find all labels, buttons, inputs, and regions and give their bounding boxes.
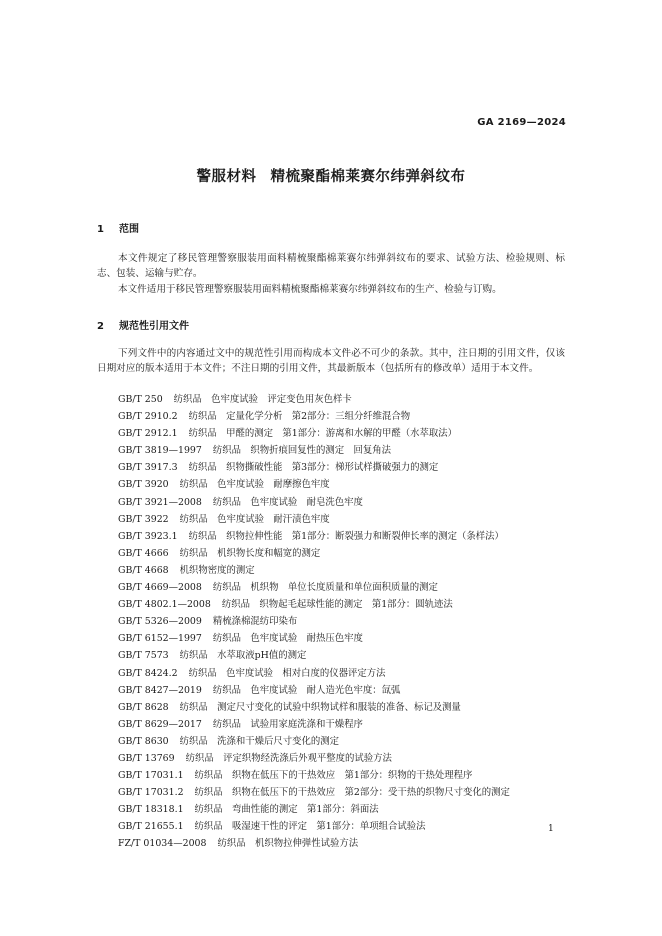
section-2-intro: 下列文件中的内容通过文中的规范性引用而构成本文件必不可少的条款。其中，注日期的引用文件，仅该日期对应的版本适用于本文件；不注日期的引用文件，其最新版本（包括所有的修改单）适用于本文件。 [97,348,565,374]
reference-item [118,613,578,630]
reference-title: 纺织品 吸湿速干性的评定 第1部分：单项组合试验法 [194,821,426,833]
reference-title: 纺织品 机织物长度和幅宽的测定 [179,547,321,559]
section-2-heading [97,317,189,332]
reference-item [118,442,578,459]
reference-title: 纺织品 洗涤和干燥后尺寸变化的测定 [179,735,340,747]
reference-item [118,494,578,511]
title-part-2: 精梳聚酯棉莱赛尔纬弹斜纹布 [270,169,466,185]
section-1-paragraph-1: 本文件规定了移民管理警察服装用面料精梳聚酯棉莱赛尔纬弹斜纹布的要求、试验方法、检验规则、标志、包装、运输与贮存。 [97,253,565,279]
reference-title: 纺织品 织物撕破性能 第3部分：梯形试样撕破强力的测定 [188,462,439,474]
reference-code: GB/T 3921—2008 [118,496,202,508]
reference-code: GB/T 250 [118,394,163,405]
reference-title: 纺织品 水萃取液pH值的测定 [179,650,307,662]
reference-code: FZ/T 01034—2008 [118,838,207,850]
reference-title: 纺织品 色牢度试验 评定变色用灰色样卡 [173,394,352,405]
reference-code: GB/T 17031.2 [118,787,184,799]
reference-title: 精梳涤棉混纺印染布 [212,616,298,628]
reference-item [118,562,578,579]
reference-list [118,391,578,853]
reference-code: GB/T 3922 [118,513,169,525]
reference-title: 纺织品 色牢度试验 耐汗渍色牢度 [179,513,330,525]
reference-item [118,630,578,647]
reference-code: GB/T 6152—1997 [118,633,202,645]
reference-code: GB/T 3920 [118,479,169,491]
reference-item [118,476,578,493]
reference-code: GB/T 7573 [118,650,169,662]
reference-code: GB/T 4666 [118,547,169,559]
reference-code: GB/T 2910.2 [118,411,178,423]
reference-title: 纺织品 色牢度试验 耐热压色牢度 [212,633,363,645]
standard-number: GA 2169—2024 [477,117,566,128]
section-1-title: 范围 [119,224,139,235]
reference-title: 纺织品 机织物拉伸弹性试验方法 [217,838,359,850]
reference-item [118,784,578,801]
reference-title: 纺织品 织物折痕回复性的测定 回复角法 [212,445,392,457]
reference-item [118,716,578,733]
reference-title: 纺织品 定量化学分析 第2部分：三组分纤维混合物 [188,411,411,423]
reference-item [118,596,578,613]
reference-title: 纺织品 色牢度试验 耐皂洗色牢度 [212,496,363,508]
section-1-heading [97,220,139,235]
reference-item [118,511,578,528]
reference-title: 纺织品 机织物 单位长度质量和单位面积质量的测定 [212,582,438,594]
reference-title: 纺织品 织物拉伸性能 第1部分：断裂强力和断裂伸长率的测定（条样法） [188,530,504,542]
reference-title: 机织物密度的测定 [179,564,255,576]
reference-code: GB/T 8630 [118,735,169,747]
reference-item [118,528,578,545]
reference-title: 纺织品 甲醛的测定 第1部分：游离和水解的甲醛（水萃取法） [188,428,458,440]
reference-title: 纺织品 色牢度试验 耐人造光色牢度：氙弧 [212,684,401,696]
reference-title: 纺织品 织物在低压下的干热效应 第1部分：织物的干热处理程序 [194,770,473,782]
reference-code: GB/T 3819—1997 [118,445,202,457]
reference-code: GB/T 4802.1—2008 [118,599,211,611]
reference-code: GB/T 5326—2009 [118,616,202,628]
reference-item [118,835,578,852]
section-1-number: 1 [97,224,104,235]
reference-item [118,699,578,716]
reference-title: 纺织品 弯曲性能的测定 第1部分：斜面法 [194,804,379,816]
reference-code: GB/T 18318.1 [118,804,184,816]
document-title [0,165,662,186]
reference-code: GB/T 4669—2008 [118,582,202,594]
reference-code: GB/T 4668 [118,564,169,576]
reference-title: 纺织品 织物在低压下的干热效应 第2部分：受干热的织物尺寸变化的测定 [194,787,510,799]
reference-code: GB/T 8427—2019 [118,684,202,696]
reference-item [118,408,578,425]
reference-item [118,665,578,682]
page-number: 1 [548,824,554,834]
title-part-1: 警服材料 [196,169,257,185]
reference-title: 纺织品 测定尺寸变化的试验中织物试样和服装的准备、标记及测量 [179,701,461,713]
reference-code: GB/T 13769 [118,752,175,764]
reference-item [118,818,578,835]
reference-code: GB/T 2912.1 [118,428,178,440]
reference-item [118,459,578,476]
section-1-paragraph-2: 本文件适用于移民管理警察服装用面料精梳聚酯棉莱赛尔纬弹斜纹布的生产、检验与订购。 [118,284,502,295]
reference-item [118,750,578,767]
reference-item [118,425,578,442]
reference-item [118,391,578,408]
section-2-number: 2 [97,321,104,332]
reference-code: GB/T 17031.1 [118,770,184,782]
reference-code: GB/T 8628 [118,701,169,713]
reference-code: GB/T 8424.2 [118,667,178,679]
reference-item [118,733,578,750]
reference-item [118,545,578,562]
reference-item [118,579,578,596]
reference-item [118,647,578,664]
reference-code: GB/T 3917.3 [118,462,178,474]
reference-code: GB/T 3923.1 [118,530,178,542]
reference-code: GB/T 21655.1 [118,821,184,833]
reference-title: 纺织品 评定织物经洗涤后外观平整度的试验方法 [185,752,392,764]
reference-code: GB/T 8629—2017 [118,718,202,730]
reference-title: 纺织品 织物起毛起球性能的测定 第1部分：圆轨迹法 [221,599,453,611]
reference-title: 纺织品 试验用家庭洗涤和干燥程序 [212,718,363,730]
reference-item [118,767,578,784]
section-2-title: 规范性引用文件 [119,321,189,332]
reference-title: 纺织品 色牢度试验 相对白度的仪器评定方法 [188,667,386,679]
reference-title: 纺织品 色牢度试验 耐摩擦色牢度 [179,479,330,491]
reference-item [118,682,578,699]
reference-item [118,801,578,818]
